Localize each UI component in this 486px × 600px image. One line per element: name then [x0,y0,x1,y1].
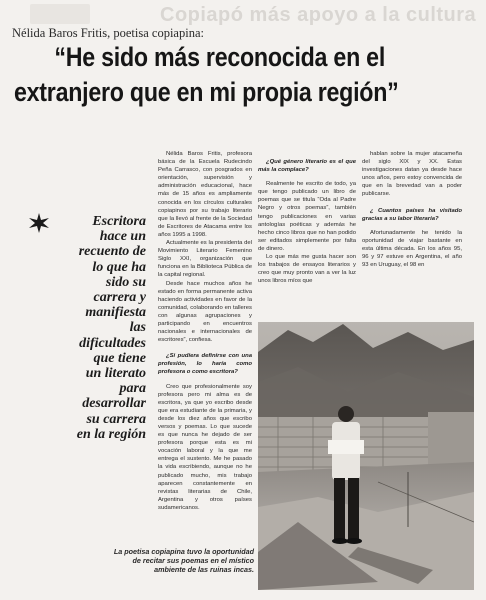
body-paragraph: Nélida Baros Fritis, profesora básica de la Escuela Rudecindo Peña Carrasco, con posgrados en orientación, supervisión y administración educacional, hace más de 15 años es ampliamente conocida en los círculos culturales copiapinos por su trabajo literario que la llevó al frente de la Sociedad de Escritores de Atacama entre los años 1995 a 1998. [158,151,252,238]
pull-quote-line: en la región [76,426,146,442]
pull-quote-line: carrera y [93,290,146,306]
pull-quote [46,214,146,442]
body-column-2 [258,150,356,285]
pull-quote-line: lo que ha [92,259,146,275]
body-paragraph: hablan sobre la mujer atacameña del siglo XIX y XX. Estas investigaciones datan ya desde hace unos años, pero estoy convencida de que en la brevedad van a poder publicarse. [362,151,462,198]
body-paragraph: Afortunadamente he tenido la oportunidad de viajar bastante en esta última década. En los años 95, 96 y 97 estuve en Argentina, el año 93 en Uruguay, el 98 en [362,229,462,269]
pull-quote-line: para [119,381,146,397]
body-column-3 [362,150,462,269]
body-paragraph: Desde hace muchos años he estado en forma permanente activa haciendo actividades en favor de la comunidad, colaborando en talleres con algunas agrupaciones y participando en encuentros nacionales e internacionales de escritores”, confiesa. [158,280,252,344]
article-kicker: Nélida Baros Fritis, poetisa copiapina: [12,26,204,40]
pull-quote-line: su carrera [86,411,146,427]
pull-quote-line: Escritora [92,214,146,229]
interview-question: ¿Si pudiera definirse con una profesión, lo haría como profesora o como escritora? [158,353,252,376]
pull-quote-line: que tiene [93,350,146,366]
body-paragraph: Realmente he escrito de todo, ya que tengo publicado un libro de poemas que se titula “Oda al Padre Negro y otros poemas”, también tengo publicaciones en varias antologías poéticas y además he hecho cinco libros que no han podido ser editados simplemente por falta de dinero. [258,181,356,252]
pull-quote-line: las [129,320,146,336]
pull-quote-line: manifiesta [85,305,146,321]
body-column-1 [158,150,252,512]
pull-quote-line: dificultades [79,335,146,351]
pull-quote-line: sido su [105,274,146,290]
pull-quote-line: hace un [99,229,146,245]
headline-line-2: extranjero que en mi propia región” [14,77,399,107]
body-paragraph: Actualmente es la presidenta del Movimiento Literario Femenino Siglo XXI, organización que funciona en la Biblioteca Pública de la capital regional. [158,240,252,279]
body-paragraph: Lo que más me gusta hacer son los trabajos de ensayos literarios y creo que muy pronto van a ver la luz unos libros míos que [258,254,356,285]
article-headline [14,40,418,110]
ghost-mark-left [30,4,90,24]
body-paragraph: Creo que profesionalmente soy profesora pero mi alma es de escritora, ya que yo escribo desde que era estudiante de la primaria, y desde los diez años que escribo versos y poemas. Lo que sucede es que nunca he dejado de ser profesora porque esta es mi vocación laboral y la que me entrega el sustento. Me he pasado la vida escribiendo, aunque no he publicado mucho, mis trabajo aparecen constantemente en revistas literarias de Chile, Argentina y otros países sudamericanos. [158,383,252,511]
ghost-banner-text: Copiapó más apoyo a la cultura [160,4,477,26]
photo-caption: La poetisa copiapina tuvo la oportunidad de recitar sus poemas en el místico ambiente de las ruinas incas. [113,547,254,575]
interview-question: ¿ Cuantos países ha visitado gracias a su labor literaria? [362,207,462,222]
pull-quote-line: recuento de [78,244,146,260]
article-photo [258,322,474,590]
photo-inca-ruins [258,322,474,590]
interview-question: ¿Qué género literario es el que más la complace? [258,159,356,174]
pull-quote-line: un literato [85,366,146,382]
headline-line-1: “He sido más reconocida en el [54,42,386,72]
pull-quote-line: desarrollar [82,396,146,412]
